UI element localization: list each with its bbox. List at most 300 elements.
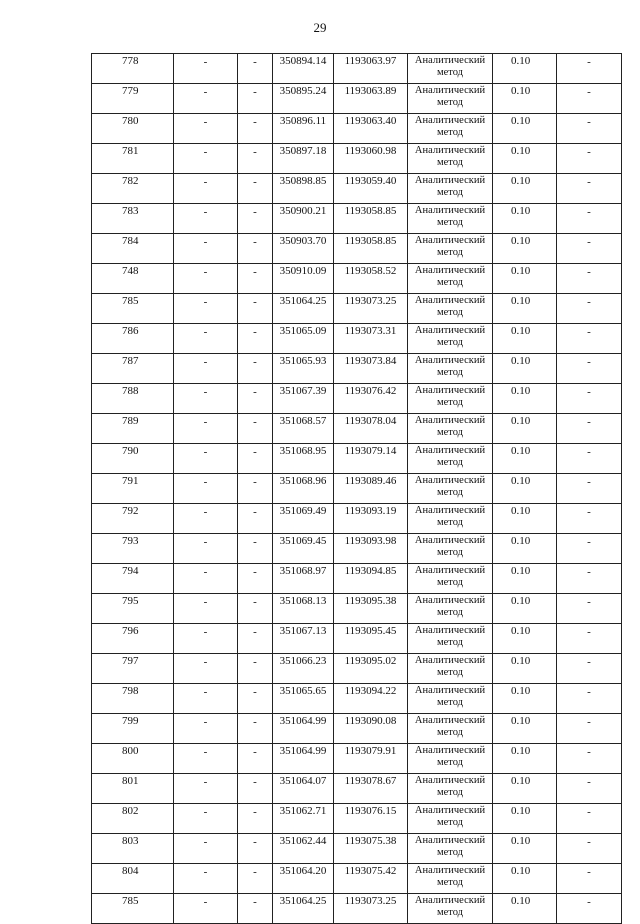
point-number-cell: 795	[92, 594, 174, 624]
y-coordinate-cell: 1193095.38	[334, 594, 408, 624]
dash-cell-3: -	[557, 144, 622, 174]
dash-cell-1: -	[174, 624, 238, 654]
method-line-1: Аналитический	[414, 205, 486, 216]
dash-cell-1: -	[174, 324, 238, 354]
dash-cell-1: -	[174, 174, 238, 204]
dash-cell-2: -	[238, 354, 273, 384]
y-coordinate-cell: 1193089.46	[334, 474, 408, 504]
method-line-1: Аналитический	[414, 565, 486, 576]
coordinates-table	[91, 53, 622, 924]
method-cell	[408, 654, 493, 684]
method-line-2: метод	[436, 127, 464, 138]
method-line-2: метод	[436, 397, 464, 408]
method-cell	[408, 504, 493, 534]
method-cell	[408, 384, 493, 414]
dash-cell-3: -	[557, 894, 622, 924]
table-row	[92, 804, 622, 834]
x-coordinate-cell: 351068.96	[273, 474, 334, 504]
dash-cell-3: -	[557, 504, 622, 534]
y-coordinate-cell: 1193063.89	[334, 84, 408, 114]
dash-cell-3: -	[557, 474, 622, 504]
y-coordinate-cell: 1193058.85	[334, 234, 408, 264]
accuracy-cell: 0.10	[493, 114, 557, 144]
x-coordinate-cell: 350910.09	[273, 264, 334, 294]
x-coordinate-cell: 351064.25	[273, 894, 334, 924]
point-number-cell: 789	[92, 414, 174, 444]
y-coordinate-cell: 1193063.97	[334, 54, 408, 84]
point-number-cell: 794	[92, 564, 174, 594]
x-coordinate-cell: 351065.65	[273, 684, 334, 714]
dash-cell-2: -	[238, 204, 273, 234]
y-coordinate-cell: 1193094.22	[334, 684, 408, 714]
dash-cell-2: -	[238, 864, 273, 894]
accuracy-cell: 0.10	[493, 384, 557, 414]
y-coordinate-cell: 1193073.84	[334, 354, 408, 384]
table-row	[92, 444, 622, 474]
method-line-2: метод	[436, 817, 464, 828]
y-coordinate-cell: 1193073.25	[334, 294, 408, 324]
accuracy-cell: 0.10	[493, 834, 557, 864]
method-line-1: Аналитический	[414, 235, 486, 246]
method-cell	[408, 564, 493, 594]
method-cell	[408, 234, 493, 264]
dash-cell-2: -	[238, 744, 273, 774]
method-line-1: Аналитический	[414, 865, 486, 876]
accuracy-cell: 0.10	[493, 624, 557, 654]
method-cell	[408, 474, 493, 504]
dash-cell-3: -	[557, 864, 622, 894]
accuracy-cell: 0.10	[493, 504, 557, 534]
method-line-2: метод	[436, 577, 464, 588]
y-coordinate-cell: 1193093.19	[334, 504, 408, 534]
x-coordinate-cell: 351062.71	[273, 804, 334, 834]
table-row	[92, 654, 622, 684]
y-coordinate-cell: 1193058.52	[334, 264, 408, 294]
dash-cell-2: -	[238, 564, 273, 594]
method-line-1: Аналитический	[414, 55, 486, 66]
point-number-cell: 793	[92, 534, 174, 564]
method-line-1: Аналитический	[414, 715, 486, 726]
x-coordinate-cell: 350900.21	[273, 204, 334, 234]
dash-cell-2: -	[238, 144, 273, 174]
y-coordinate-cell: 1193073.31	[334, 324, 408, 354]
table-row	[92, 264, 622, 294]
accuracy-cell: 0.10	[493, 354, 557, 384]
accuracy-cell: 0.10	[493, 474, 557, 504]
method-line-1: Аналитический	[414, 655, 486, 666]
table-row	[92, 534, 622, 564]
table-row	[92, 324, 622, 354]
point-number-cell: 791	[92, 474, 174, 504]
method-line-2: метод	[436, 637, 464, 648]
accuracy-cell: 0.10	[493, 804, 557, 834]
dash-cell-2: -	[238, 534, 273, 564]
method-line-1: Аналитический	[414, 685, 486, 696]
accuracy-cell: 0.10	[493, 864, 557, 894]
x-coordinate-cell: 351068.97	[273, 564, 334, 594]
table-row	[92, 864, 622, 894]
dash-cell-3: -	[557, 684, 622, 714]
table-row	[92, 384, 622, 414]
dash-cell-3: -	[557, 444, 622, 474]
method-cell	[408, 804, 493, 834]
table-row	[92, 744, 622, 774]
dash-cell-2: -	[238, 804, 273, 834]
dash-cell-1: -	[174, 684, 238, 714]
method-line-1: Аналитический	[414, 115, 486, 126]
point-number-cell: 787	[92, 354, 174, 384]
dash-cell-3: -	[557, 84, 622, 114]
dash-cell-3: -	[557, 564, 622, 594]
method-line-1: Аналитический	[414, 445, 486, 456]
dash-cell-2: -	[238, 174, 273, 204]
method-line-1: Аналитический	[414, 355, 486, 366]
y-coordinate-cell: 1193059.40	[334, 174, 408, 204]
method-cell	[408, 324, 493, 354]
method-cell	[408, 594, 493, 624]
table-row	[92, 84, 622, 114]
dash-cell-3: -	[557, 264, 622, 294]
table-row	[92, 714, 622, 744]
x-coordinate-cell: 350903.70	[273, 234, 334, 264]
point-number-cell: 782	[92, 174, 174, 204]
method-line-2: метод	[436, 607, 464, 618]
method-line-1: Аналитический	[414, 475, 486, 486]
table-row	[92, 294, 622, 324]
method-cell	[408, 624, 493, 654]
x-coordinate-cell: 351069.49	[273, 504, 334, 534]
dash-cell-1: -	[174, 504, 238, 534]
point-number-cell: 778	[92, 54, 174, 84]
method-cell	[408, 774, 493, 804]
dash-cell-3: -	[557, 174, 622, 204]
x-coordinate-cell: 351064.25	[273, 294, 334, 324]
accuracy-cell: 0.10	[493, 744, 557, 774]
point-number-cell: 784	[92, 234, 174, 264]
dash-cell-1: -	[174, 474, 238, 504]
dash-cell-1: -	[174, 834, 238, 864]
x-coordinate-cell: 351067.39	[273, 384, 334, 414]
accuracy-cell: 0.10	[493, 324, 557, 354]
method-line-1: Аналитический	[414, 625, 486, 636]
point-number-cell: 800	[92, 744, 174, 774]
method-line-1: Аналитический	[414, 775, 486, 786]
y-coordinate-cell: 1193075.42	[334, 864, 408, 894]
table-row	[92, 354, 622, 384]
method-line-1: Аналитический	[414, 145, 486, 156]
table-row	[92, 834, 622, 864]
dash-cell-3: -	[557, 204, 622, 234]
table-row	[92, 204, 622, 234]
y-coordinate-cell: 1193078.04	[334, 414, 408, 444]
dash-cell-1: -	[174, 354, 238, 384]
dash-cell-2: -	[238, 114, 273, 144]
x-coordinate-cell: 351065.93	[273, 354, 334, 384]
dash-cell-1: -	[174, 114, 238, 144]
method-cell	[408, 864, 493, 894]
accuracy-cell: 0.10	[493, 414, 557, 444]
dash-cell-3: -	[557, 534, 622, 564]
dash-cell-3: -	[557, 774, 622, 804]
method-line-1: Аналитический	[414, 745, 486, 756]
method-line-2: метод	[436, 307, 464, 318]
method-line-2: метод	[436, 427, 464, 438]
y-coordinate-cell: 1193095.02	[334, 654, 408, 684]
method-cell	[408, 294, 493, 324]
y-coordinate-cell: 1193079.91	[334, 744, 408, 774]
method-line-1: Аналитический	[414, 325, 486, 336]
dash-cell-2: -	[238, 774, 273, 804]
method-line-2: метод	[436, 337, 464, 348]
accuracy-cell: 0.10	[493, 264, 557, 294]
dash-cell-3: -	[557, 804, 622, 834]
dash-cell-3: -	[557, 624, 622, 654]
x-coordinate-cell: 351064.07	[273, 774, 334, 804]
dash-cell-1: -	[174, 144, 238, 174]
method-line-1: Аналитический	[414, 805, 486, 816]
method-line-2: метод	[436, 367, 464, 378]
dash-cell-3: -	[557, 714, 622, 744]
dash-cell-3: -	[557, 234, 622, 264]
x-coordinate-cell: 350898.85	[273, 174, 334, 204]
x-coordinate-cell: 350897.18	[273, 144, 334, 174]
method-line-2: метод	[436, 667, 464, 678]
dash-cell-1: -	[174, 774, 238, 804]
method-cell	[408, 144, 493, 174]
y-coordinate-cell: 1193079.14	[334, 444, 408, 474]
method-line-2: метод	[436, 547, 464, 558]
accuracy-cell: 0.10	[493, 774, 557, 804]
accuracy-cell: 0.10	[493, 204, 557, 234]
method-line-1: Аналитический	[414, 265, 486, 276]
table-row	[92, 594, 622, 624]
table-row	[92, 624, 622, 654]
point-number-cell: 802	[92, 804, 174, 834]
point-number-cell: 788	[92, 384, 174, 414]
accuracy-cell: 0.10	[493, 564, 557, 594]
dash-cell-1: -	[174, 264, 238, 294]
dash-cell-3: -	[557, 414, 622, 444]
accuracy-cell: 0.10	[493, 294, 557, 324]
accuracy-cell: 0.10	[493, 144, 557, 174]
dash-cell-2: -	[238, 624, 273, 654]
method-line-1: Аналитический	[414, 895, 486, 906]
point-number-cell: 779	[92, 84, 174, 114]
accuracy-cell: 0.10	[493, 684, 557, 714]
dash-cell-1: -	[174, 804, 238, 834]
y-coordinate-cell: 1193075.38	[334, 834, 408, 864]
point-number-cell: 783	[92, 204, 174, 234]
method-cell	[408, 444, 493, 474]
method-line-1: Аналитический	[414, 385, 486, 396]
dash-cell-2: -	[238, 264, 273, 294]
table-row	[92, 474, 622, 504]
accuracy-cell: 0.10	[493, 894, 557, 924]
point-number-cell: 797	[92, 654, 174, 684]
y-coordinate-cell: 1193073.25	[334, 894, 408, 924]
x-coordinate-cell: 351066.23	[273, 654, 334, 684]
x-coordinate-cell: 350896.11	[273, 114, 334, 144]
accuracy-cell: 0.10	[493, 84, 557, 114]
point-number-cell: 780	[92, 114, 174, 144]
dash-cell-1: -	[174, 534, 238, 564]
dash-cell-1: -	[174, 204, 238, 234]
method-line-2: метод	[436, 697, 464, 708]
dash-cell-2: -	[238, 714, 273, 744]
dash-cell-1: -	[174, 54, 238, 84]
dash-cell-2: -	[238, 294, 273, 324]
method-line-1: Аналитический	[414, 505, 486, 516]
dash-cell-3: -	[557, 594, 622, 624]
dash-cell-2: -	[238, 384, 273, 414]
method-line-1: Аналитический	[414, 535, 486, 546]
y-coordinate-cell: 1193094.85	[334, 564, 408, 594]
method-line-2: метод	[436, 907, 464, 918]
accuracy-cell: 0.10	[493, 594, 557, 624]
y-coordinate-cell: 1193076.15	[334, 804, 408, 834]
point-number-cell: 801	[92, 774, 174, 804]
method-line-2: метод	[436, 97, 464, 108]
method-line-2: метод	[436, 217, 464, 228]
dash-cell-2: -	[238, 444, 273, 474]
dash-cell-2: -	[238, 474, 273, 504]
method-cell	[408, 414, 493, 444]
dash-cell-1: -	[174, 894, 238, 924]
dash-cell-1: -	[174, 294, 238, 324]
x-coordinate-cell: 351064.99	[273, 744, 334, 774]
table-row	[92, 504, 622, 534]
method-line-2: метод	[436, 487, 464, 498]
point-number-cell: 790	[92, 444, 174, 474]
table-row	[92, 894, 622, 924]
x-coordinate-cell: 351064.20	[273, 864, 334, 894]
table-row	[92, 54, 622, 84]
point-number-cell: 796	[92, 624, 174, 654]
method-line-2: метод	[436, 727, 464, 738]
accuracy-cell: 0.10	[493, 174, 557, 204]
accuracy-cell: 0.10	[493, 234, 557, 264]
point-number-cell: 798	[92, 684, 174, 714]
dash-cell-3: -	[557, 294, 622, 324]
x-coordinate-cell: 351062.44	[273, 834, 334, 864]
method-cell	[408, 84, 493, 114]
x-coordinate-cell: 350895.24	[273, 84, 334, 114]
table-row	[92, 414, 622, 444]
dash-cell-2: -	[238, 894, 273, 924]
x-coordinate-cell: 351068.95	[273, 444, 334, 474]
point-number-cell: 799	[92, 714, 174, 744]
method-cell	[408, 354, 493, 384]
dash-cell-2: -	[238, 234, 273, 264]
table-row	[92, 174, 622, 204]
table-row	[92, 774, 622, 804]
method-line-1: Аналитический	[414, 85, 486, 96]
dash-cell-3: -	[557, 324, 622, 354]
dash-cell-3: -	[557, 654, 622, 684]
method-line-1: Аналитический	[414, 415, 486, 426]
y-coordinate-cell: 1193063.40	[334, 114, 408, 144]
x-coordinate-cell: 351067.13	[273, 624, 334, 654]
method-line-2: метод	[436, 247, 464, 258]
accuracy-cell: 0.10	[493, 654, 557, 684]
dash-cell-1: -	[174, 414, 238, 444]
method-cell	[408, 714, 493, 744]
dash-cell-1: -	[174, 594, 238, 624]
dash-cell-2: -	[238, 414, 273, 444]
table-row	[92, 144, 622, 174]
method-line-2: метод	[436, 517, 464, 528]
x-coordinate-cell: 350894.14	[273, 54, 334, 84]
dash-cell-3: -	[557, 384, 622, 414]
method-line-2: метод	[436, 277, 464, 288]
y-coordinate-cell: 1193058.85	[334, 204, 408, 234]
method-cell	[408, 204, 493, 234]
table-row	[92, 114, 622, 144]
table-body	[92, 54, 622, 924]
dash-cell-3: -	[557, 354, 622, 384]
dash-cell-2: -	[238, 54, 273, 84]
y-coordinate-cell: 1193093.98	[334, 534, 408, 564]
point-number-cell: 803	[92, 834, 174, 864]
x-coordinate-cell: 351068.57	[273, 414, 334, 444]
accuracy-cell: 0.10	[493, 54, 557, 84]
dash-cell-2: -	[238, 84, 273, 114]
dash-cell-2: -	[238, 654, 273, 684]
method-line-2: метод	[436, 157, 464, 168]
accuracy-cell: 0.10	[493, 714, 557, 744]
x-coordinate-cell: 351069.45	[273, 534, 334, 564]
dash-cell-1: -	[174, 384, 238, 414]
x-coordinate-cell: 351064.99	[273, 714, 334, 744]
dash-cell-2: -	[238, 834, 273, 864]
point-number-cell: 785	[92, 894, 174, 924]
method-line-1: Аналитический	[414, 835, 486, 846]
point-number-cell: 792	[92, 504, 174, 534]
dash-cell-1: -	[174, 654, 238, 684]
dash-cell-1: -	[174, 444, 238, 474]
method-cell	[408, 744, 493, 774]
method-line-2: метод	[436, 877, 464, 888]
dash-cell-2: -	[238, 504, 273, 534]
dash-cell-1: -	[174, 84, 238, 114]
point-number-cell: 785	[92, 294, 174, 324]
dash-cell-1: -	[174, 714, 238, 744]
method-line-2: метод	[436, 847, 464, 858]
method-cell	[408, 114, 493, 144]
method-line-2: метод	[436, 757, 464, 768]
table-row	[92, 234, 622, 264]
point-number-cell: 781	[92, 144, 174, 174]
page-number: 29	[313, 20, 327, 35]
point-number-cell: 748	[92, 264, 174, 294]
accuracy-cell: 0.10	[493, 444, 557, 474]
y-coordinate-cell: 1193095.45	[334, 624, 408, 654]
point-number-cell: 804	[92, 864, 174, 894]
dash-cell-3: -	[557, 54, 622, 84]
dash-cell-1: -	[174, 564, 238, 594]
method-line-2: метод	[436, 187, 464, 198]
method-cell	[408, 54, 493, 84]
table-row	[92, 684, 622, 714]
dash-cell-1: -	[174, 744, 238, 774]
method-cell	[408, 264, 493, 294]
dash-cell-1: -	[174, 234, 238, 264]
y-coordinate-cell: 1193078.67	[334, 774, 408, 804]
y-coordinate-cell: 1193060.98	[334, 144, 408, 174]
method-cell	[408, 834, 493, 864]
dash-cell-3: -	[557, 114, 622, 144]
method-cell	[408, 684, 493, 714]
